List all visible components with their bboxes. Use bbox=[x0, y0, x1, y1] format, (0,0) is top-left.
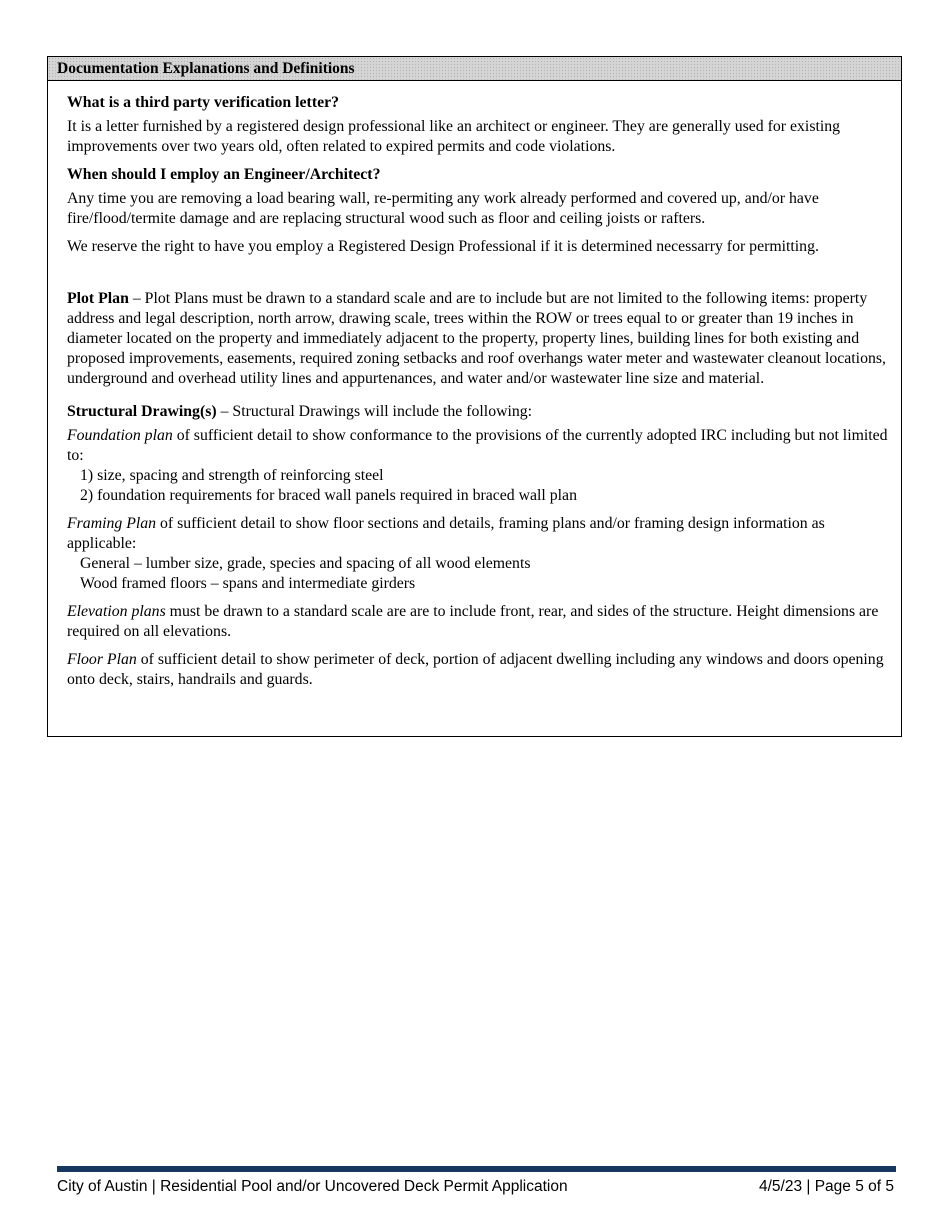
definitions-content bbox=[48, 81, 901, 690]
spacer bbox=[67, 265, 895, 289]
engineer-text: Any time you are removing a load bearing wall, re-permiting any work already performed and covered up, and/or have fire/flood/termite damage and are replacing structural wood such as floor and ceiling joists or rafters. bbox=[67, 190, 819, 227]
foundation-text: of sufficient detail to show conformance to the provisions of the currently adopted IRC including but not limited to: bbox=[67, 427, 888, 464]
floor-plan-term: Floor Plan bbox=[67, 651, 137, 668]
engineer-heading: When should I employ an Engineer/Architect? bbox=[67, 166, 381, 183]
framing-text: of sufficient detail to show floor sections and details, framing plans and/or framing design information as applicable: bbox=[67, 515, 825, 552]
footer-title: City of Austin | Residential Pool and/or Uncovered Deck Permit Application bbox=[57, 1178, 568, 1195]
framing-item: General – lumber size, grade, species and spacing of all wood elements bbox=[80, 555, 531, 572]
framing-paragraph bbox=[67, 514, 895, 554]
plot-plan-paragraph bbox=[67, 289, 895, 389]
foundation-item: 2) foundation requirements for braced wall panels required in braced wall plan bbox=[80, 487, 577, 504]
elevation-text: must be drawn to a standard scale are are to include front, rear, and sides of the structure. Height dimensions are required on all elevations. bbox=[67, 603, 879, 640]
structural-paragraph bbox=[67, 402, 895, 422]
elevation-paragraph bbox=[67, 602, 895, 642]
third-party-text: It is a letter furnished by a registered design professional like an architect or engineer. They are generally used for existing improvements over two years old, often related to expired permits and code violations. bbox=[67, 118, 841, 155]
definitions-box bbox=[47, 56, 902, 737]
engineer-reserve-text: We reserve the right to have you employ a Registered Design Professional if it is determined necessarry for permitting. bbox=[67, 238, 819, 255]
floor-plan-paragraph bbox=[67, 650, 895, 690]
framing-item: Wood framed floors – spans and intermediate girders bbox=[80, 575, 416, 592]
footer-page-info: 4/5/23 | Page 5 of 5 bbox=[758, 1178, 894, 1195]
foundation-paragraph bbox=[67, 426, 895, 466]
framing-term: Framing Plan bbox=[67, 515, 157, 532]
plot-plan-text: – Plot Plans must be drawn to a standard scale and are to include but are not limited to the following items: property address and legal description, north arrow, drawing scale, trees within the ROW or trees equal to or greater than 19 inches in diameter located on the property and immediately adjacent to the property, property lines, building lines for both existing and proposed improvements, easements, required zoning setbacks and roof overhangs water meter and wastewater cleanout locations, underground and overhead utility lines and appurtenances, and water and/or wastewater line size and material. bbox=[67, 290, 886, 387]
elevation-term: Elevation plans bbox=[67, 603, 166, 620]
structural-text: – Structural Drawings will include the following: bbox=[216, 403, 533, 420]
structural-term: Structural Drawing(s) bbox=[67, 403, 217, 420]
foundation-item: 1) size, spacing and strength of reinforcing steel bbox=[80, 467, 384, 484]
foundation-term: Foundation plan bbox=[67, 427, 173, 444]
third-party-heading: What is a third party verification letter? bbox=[67, 94, 340, 111]
plot-plan-term: Plot Plan bbox=[67, 290, 129, 307]
floor-plan-text: of sufficient detail to show perimeter of deck, portion of adjacent dwelling including any windows and doors opening onto deck, stairs, handrails and guards. bbox=[67, 651, 884, 688]
footer-rule bbox=[57, 1166, 896, 1172]
section-header: Documentation Explanations and Definitions bbox=[48, 57, 901, 81]
